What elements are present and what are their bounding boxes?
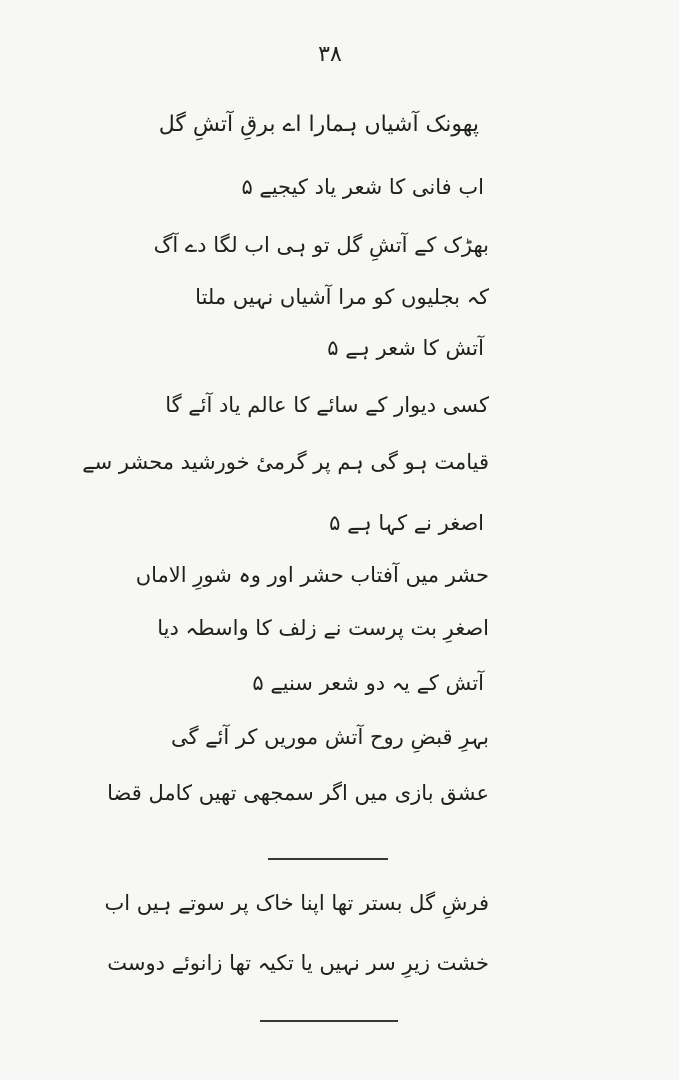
section-intro-aatish-two: آتش کے یہ دو شعر سنیے ۵ (252, 671, 484, 695)
verse-line: کہ بجلیوں کو مرا آشیاں نہیں ملتا (195, 285, 489, 309)
section-intro-aatish: آتش کا شعر ہے ۵ (327, 336, 484, 360)
verse-line: عشق بازی میں اگر سمجھی تھیں کامل قضا (107, 781, 489, 805)
verse-line: حشر میں آفتاب حشر اور وہ شورِ الاماں (135, 563, 489, 587)
verse-line: اصغرِ بت پرست نے زلف کا واسطہ دیا (157, 616, 489, 640)
verse-line: کسی دیوار کے سائے کا عالم یاد آئے گا (165, 393, 489, 417)
verse-line: قیامت ہو گی ہم پر گرمیٔ خورشید محشر سے (82, 450, 489, 474)
verse-line: بھڑک کے آتشِ گل تو ہی اب لگا دے آگ (153, 233, 489, 257)
verse-line: بہرِ قبضِ روح آتش موریں کر آئے گی (171, 725, 489, 749)
closing-verse-line: خشت زیرِ سر نہیں یا تکیہ تھا زانوئے دوست (107, 951, 489, 975)
opening-verse-line: پھونک آشیاں ہمارا اے برقِ آتشِ گل (158, 112, 479, 137)
divider-rule (268, 858, 388, 860)
divider-rule (260, 1020, 398, 1022)
section-intro-asghar: اصغر نے کہا ہے ۵ (329, 511, 484, 535)
section-intro-fani: اب فانی کا شعر یاد کیجیے ۵ (241, 175, 484, 199)
page-number: ۳۸ (318, 42, 342, 67)
closing-verse-line: فرشِ گل بستر تھا اپنا خاک پر سوتے ہیں اب (104, 891, 489, 915)
